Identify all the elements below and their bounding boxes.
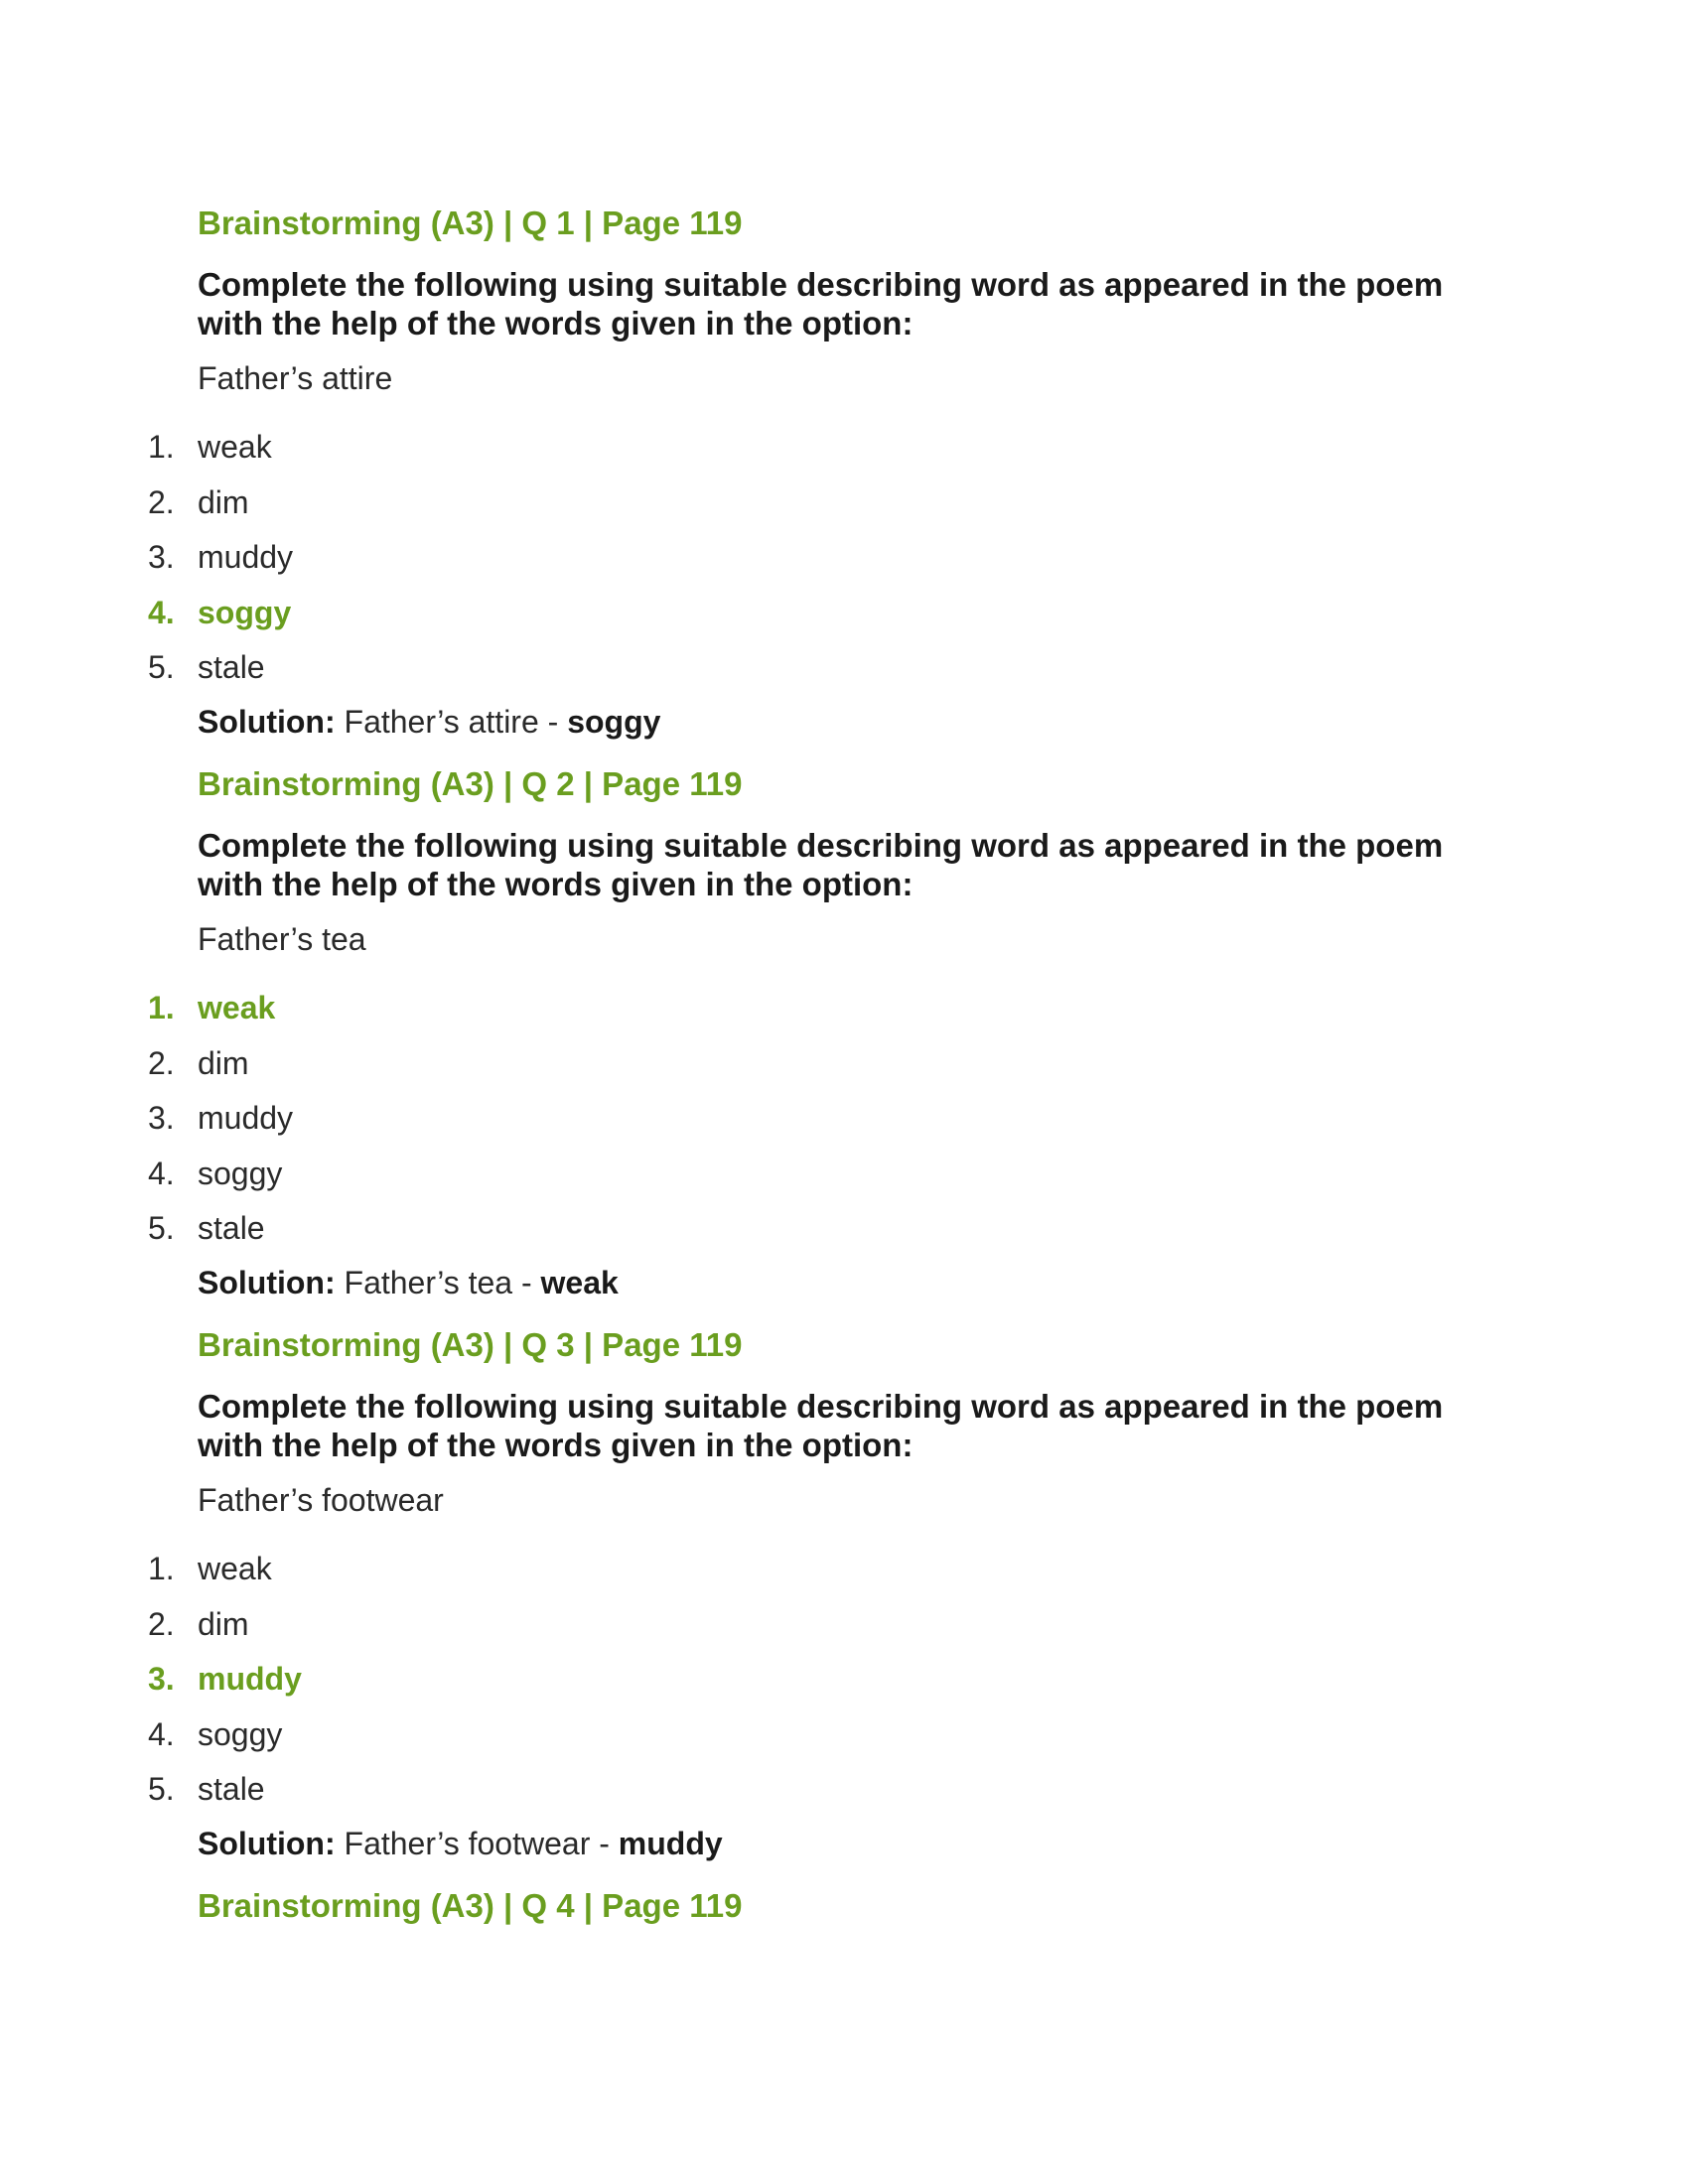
options-list [148, 1553, 1488, 1829]
solution-line [198, 703, 1488, 761]
question-heading: Brainstorming (A3) | Q 2 | Page 119 [198, 765, 743, 802]
document-content [148, 205, 1488, 1929]
option-item: 2. dim [148, 483, 249, 520]
question-heading: Brainstorming (A3) | Q 1 | Page 119 [198, 205, 743, 241]
option-item: 5. stale [148, 649, 265, 685]
option-item: 2. dim [148, 1605, 249, 1642]
option-item: 4. soggy [148, 1715, 283, 1752]
option-item-correct: 1. weak [148, 990, 276, 1025]
solution-answer: muddy [618, 1825, 723, 1861]
option-item: 3. muddy [148, 1100, 294, 1136]
solution-text: Father’s attire - [335, 703, 568, 740]
question-prompt: Father’s footwear [198, 1482, 444, 1518]
option-item: 2. dim [148, 1044, 249, 1081]
question-block-2 [148, 765, 1488, 1328]
question-text: Complete the following using suitable describing word as appeared in the poem with the help of the words given in the option: [198, 827, 1444, 902]
options-list [148, 431, 1488, 707]
option-item-correct: 4. soggy [148, 594, 292, 630]
solution-text: Father’s tea - [335, 1264, 541, 1300]
option-item: 4. soggy [148, 1155, 283, 1191]
option-item: 1. weak [148, 1551, 272, 1586]
solution-label: Solution: [198, 1264, 336, 1300]
solution-answer: weak [540, 1264, 619, 1300]
solution-label: Solution: [198, 703, 336, 740]
question-heading: Brainstorming (A3) | Q 3 | Page 119 [198, 1326, 743, 1363]
solution-line [198, 1825, 1488, 1883]
solution-answer: soggy [567, 703, 661, 740]
option-item: 3. muddy [148, 539, 294, 575]
question-text: Complete the following using suitable describing word as appeared in the poem with the help of the words given in the option: [198, 266, 1444, 341]
option-item: 1. weak [148, 429, 272, 465]
solution-label: Solution: [198, 1825, 336, 1861]
option-item: 5. stale [148, 1771, 265, 1807]
next-question-heading: Brainstorming (A3) | Q 4 | Page 119 [198, 1887, 743, 1924]
question-text: Complete the following using suitable describing word as appeared in the poem with the help of the words given in the option: [198, 1388, 1444, 1463]
question-block-3 [148, 1326, 1488, 1889]
question-prompt: Father’s attire [198, 360, 393, 396]
option-item: 5. stale [148, 1210, 265, 1246]
question-prompt: Father’s tea [198, 921, 366, 957]
solution-line [198, 1264, 1488, 1322]
solution-text: Father’s footwear - [335, 1825, 619, 1861]
question-block-1 [148, 205, 1488, 767]
options-list [148, 992, 1488, 1268]
option-item-correct: 3. muddy [148, 1661, 302, 1697]
